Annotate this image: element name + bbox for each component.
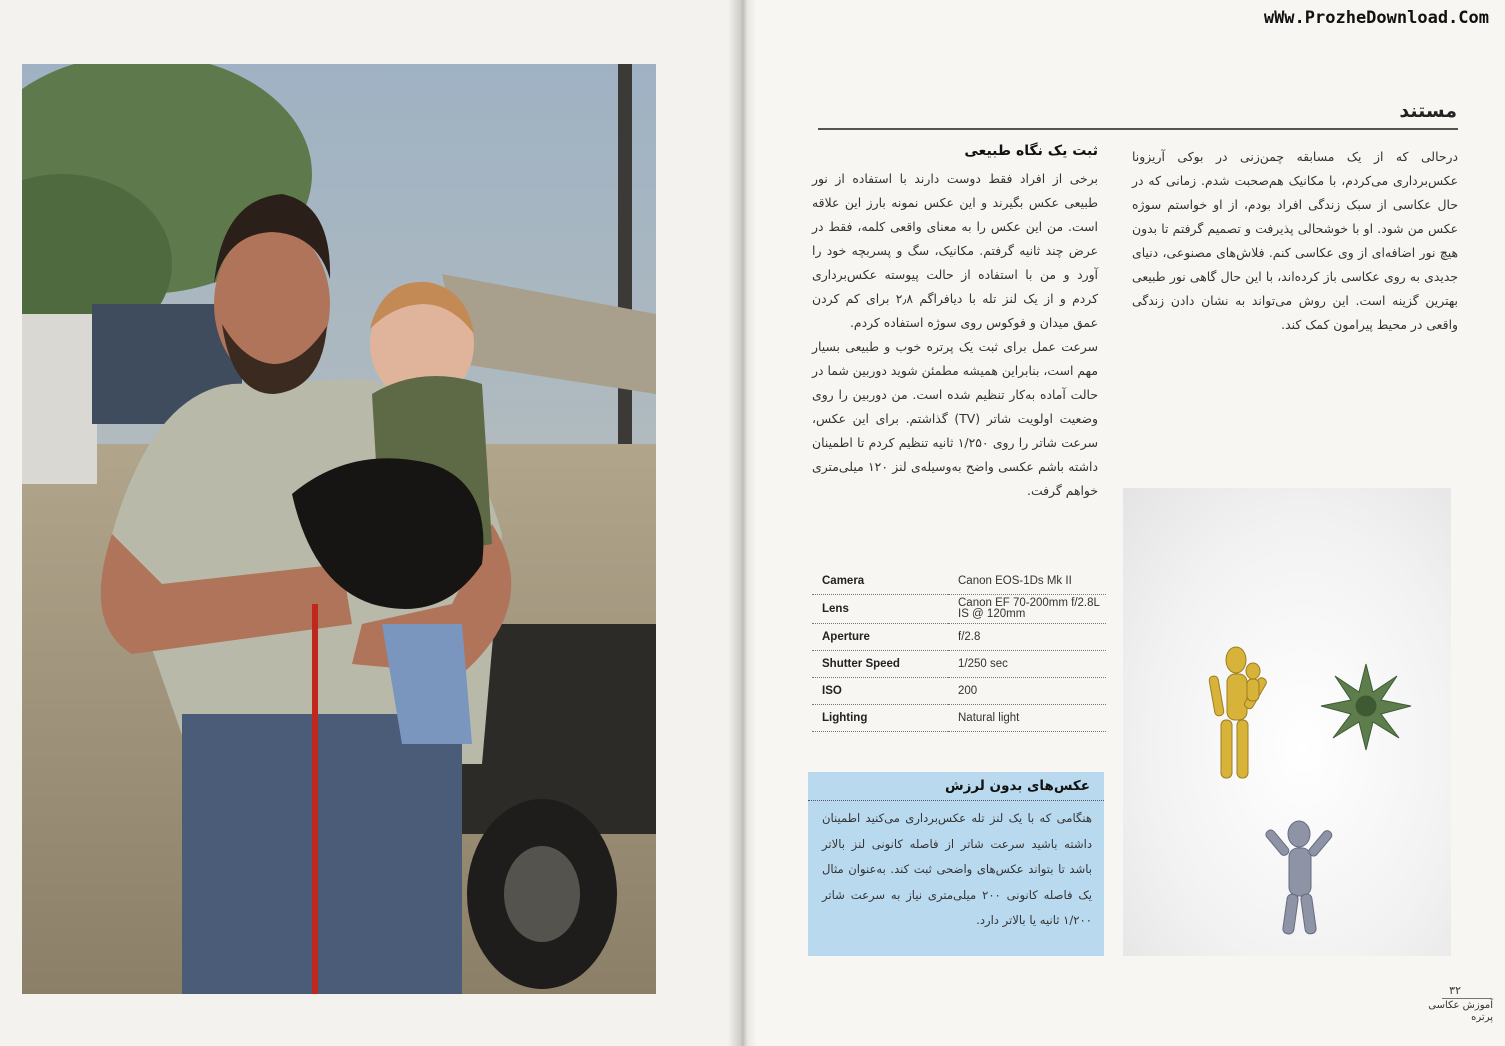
body-paragraph-1: برخی از افراد فقط دوست دارند با استفاده از نور طبیعی عکس بگیرند و این عکس نمونه بارز این علاقه است. من این عکس را به معنای واقعی کلمه، فقط در عرض چند ثانیه گرفتم. مکانیک، سگ و پسربچه خود را آورد و من با استفاده از حالت پیوسته عکس‌برداری کردم و از یک لنز تله با دیافراگم ۲٫۸ برای کم کردن عمق میدان و فوکوس روی سوژه استفاده کردم. [812,171,1098,330]
footer-divider [1442,998,1492,999]
spec-value: Canon EF 70-200mm f/2.8L IS @ 120mm [948,595,1106,624]
spec-label: Shutter Speed [812,651,948,678]
body-text-column [812,167,1098,503]
body-paragraph-2: سرعت عمل برای ثبت یک پرتره خوب و طبیعی بسیار مهم است، بنابراین همیشه مطمئن شوید دوربین شما در حالت آماده به‌کار تنظیم شده است. من دوربین را روی وضعیت اولویت شاتر (TV) گذاشتم. برای این عکس، سرعت شاتر را روی ۱/۲۵۰ ثانیه تنظیم کردم تا اطمینان داشته باشم عکسی واضح به‌وسیله‌ی لنز ۱۲۰ میلی‌متری خواهم گرفت. [812,339,1098,498]
spec-value: f/2.8 [948,624,1106,651]
mannequin-illustration [1123,488,1451,956]
table-row [812,595,1106,624]
table-row [812,624,1106,651]
spec-value: Canon EOS-1Ds Mk II [948,568,1106,595]
sub-heading: ثبت یک نگاه طبیعی [964,143,1098,159]
spec-value: Natural light [948,705,1106,732]
site-watermark: wWw.ProzheDownload.Com [1263,8,1489,28]
table-row [812,705,1106,732]
tip-text: هنگامی که با یک لنز تله عکس‌برداری می‌کنید اطمینان داشته باشید سرعت شاتر از فاصله کانونی لنز بالاتر باشد تا بتواند عکس‌های واضحی ثبت کند. به‌عنوان مثال یک فاصله کانونی ۲۰۰ میلی‌متری نیاز به سرعت شاتر ۱/۲۰۰ ثانیه یا بالاتر دارد. [822,811,1092,927]
grey-mannequin-figure [1264,821,1333,935]
spec-label: ISO [812,678,948,705]
portrait-photo [22,64,656,994]
spec-label: Lighting [812,705,948,732]
spec-label: Lens [812,595,948,624]
section-title: مستند [1399,100,1457,122]
spec-value: 200 [948,678,1106,705]
gold-mannequin-figure [1209,647,1268,778]
spec-label: Camera [812,568,948,595]
succulent-plant [1321,664,1411,750]
book-spine [728,0,756,1046]
table-row [812,651,1106,678]
tip-divider [808,800,1104,801]
spec-value: 1/250 sec [948,651,1106,678]
page-number: ۳۲ [1449,984,1461,997]
title-divider [818,128,1458,130]
tip-box [808,772,1104,956]
book-title-footer: آموزش عکاسی پرتره [1428,1000,1493,1023]
table-row [812,678,1106,705]
spec-label: Aperture [812,624,948,651]
intro-paragraph: درحالی که از یک مسابقه چمن‌زنی در بوکی آریزونا عکس‌برداری می‌کردم، با مکانیک هم‌صحبت شدم. زمانی که در حال عکاسی از سبک زندگی افراد بودم، از او خواستم سوژه عکس من شود. او با خوشحالی پذیرفت و تصمیم گرفتم تا بدون هیچ نور اضافه‌ای از وی عکاسی کنم. فلاش‌های مصنوعی، دنیای جدیدی به روی عکاسی باز کرده‌اند، با این حال گاهی نور طبیعی بهترین گزینه است. این روش می‌تواند به نشان دادن زندگی واقعی در محیط پیرامون کمک کند. [1132,149,1458,332]
tip-title: عکس‌های بدون لرزش [944,778,1090,794]
camera-settings-table [812,568,1106,732]
table-row [812,568,1106,595]
